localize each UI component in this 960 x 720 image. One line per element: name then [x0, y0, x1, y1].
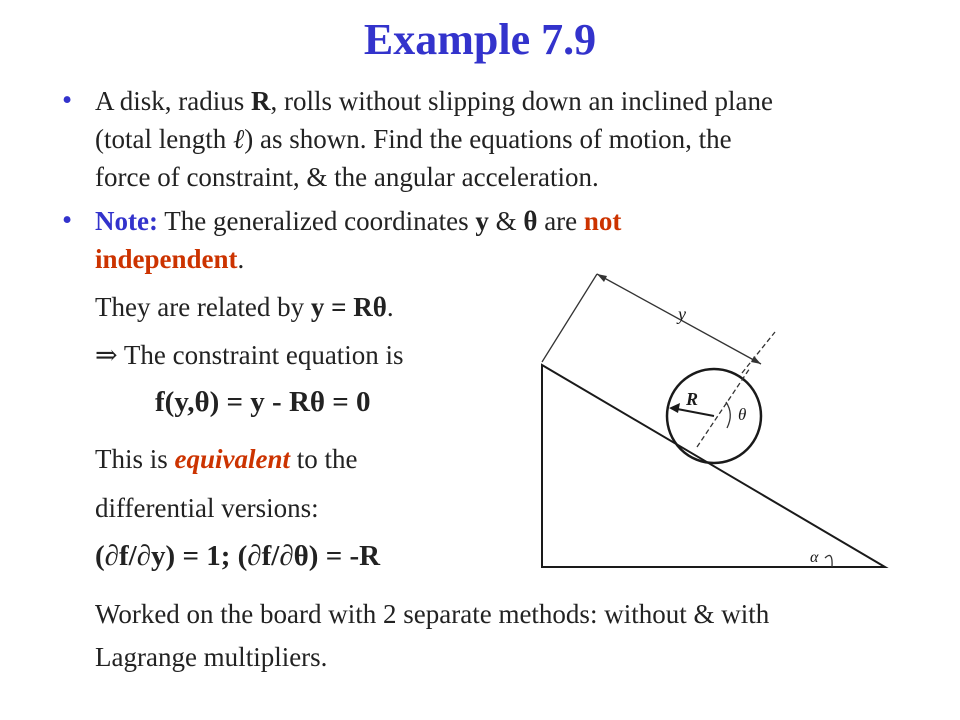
equivalent-highlight: equivalent: [174, 444, 291, 474]
worked-line-2: Lagrange multipliers.: [95, 642, 328, 672]
label-y: y: [678, 304, 686, 324]
label-R: R: [686, 389, 699, 409]
slide-title: Example 7.9: [363, 15, 597, 64]
incline-triangle: [542, 365, 885, 567]
inclined-plane-diagram: [520, 262, 895, 582]
extension-line-top: [542, 274, 597, 362]
constraint-equation: f(y,θ) = y - Rθ = 0: [155, 386, 371, 418]
relation-eq: y = Rθ: [310, 292, 387, 322]
disk-center-line: [742, 332, 775, 373]
bullet-1-line-1: A disk, radius R, rolls without slipping down an inclined plane: [95, 86, 773, 116]
partials-equation: (∂f/∂y) = 1; (∂f/∂θ) = -R: [95, 540, 381, 572]
label-alpha: α: [810, 549, 819, 566]
note-label: Note:: [95, 206, 158, 236]
ell-symbol: ℓ: [232, 124, 245, 154]
independent-highlight: independent: [95, 244, 238, 274]
bullet-1-line-3: force of constraint, & the angular acceleration.: [95, 162, 599, 192]
alpha-arc: [825, 555, 832, 567]
label-theta: θ: [738, 405, 747, 424]
worked-line-1: Worked on the board with 2 separate methods: without & with: [95, 599, 770, 629]
bullet-1-text: [95, 82, 925, 196]
implies-symbol: ⇒: [95, 340, 118, 370]
theta-arc: [726, 402, 730, 428]
bullet-1-line-2: (total length ℓ) as shown. Find the equations of motion, the: [95, 124, 732, 154]
differential-text: differential versions:: [95, 493, 319, 523]
implies-text: ⇒ The constraint equation is: [95, 340, 404, 370]
not-highlight: not: [583, 206, 622, 236]
worked-text: [95, 593, 935, 679]
equivalent-text: This is equivalent to the: [95, 444, 358, 474]
related-text: They are related by y = Rθ.: [95, 292, 394, 322]
bullet-2-text: Note: The generalized coordinates y & θ are not independent.: [95, 206, 622, 274]
y-arrow-head-right: [751, 356, 761, 364]
bullet-marker-1: •: [62, 84, 73, 116]
y-arrow-head-left: [597, 274, 607, 282]
bullet-marker-2: •: [62, 204, 73, 236]
radius-arrow-head: [669, 403, 680, 413]
